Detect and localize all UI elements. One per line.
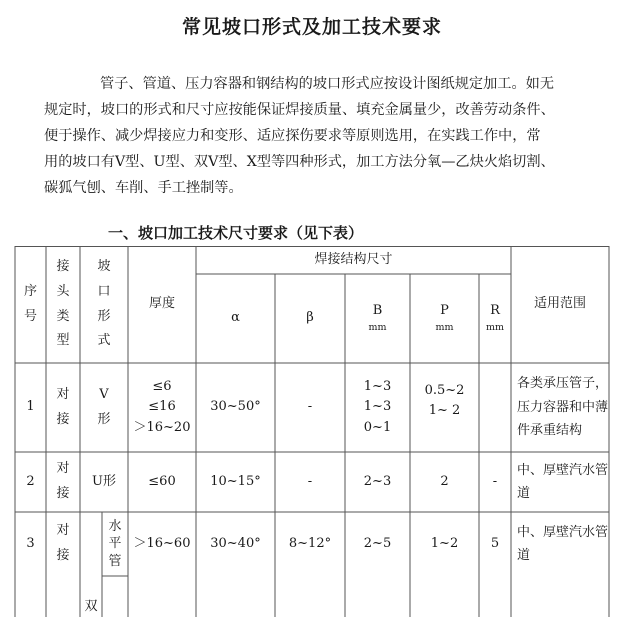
row2-joint: 对 接 bbox=[56, 461, 70, 501]
row1-thickness: ≤6 ≤16 ＞16~20 bbox=[133, 379, 191, 435]
header-p: P mm bbox=[435, 303, 454, 334]
header-alpha: α bbox=[231, 310, 240, 326]
row1-scope: 各类承压管子，压力容器和中薄件承重结构 bbox=[517, 376, 609, 439]
header-seq: 序 号 bbox=[23, 283, 37, 324]
header-r: R mm bbox=[485, 303, 505, 334]
row1-r bbox=[479, 363, 511, 452]
row3-alpha: 30~40° bbox=[210, 535, 261, 551]
row3-scope: 中、厚壁汽水管道 bbox=[517, 524, 609, 563]
header-groove-form: 坡 口 形 式 bbox=[97, 259, 111, 349]
row3-beta: 8~12° bbox=[288, 535, 332, 551]
row2-p: 2 bbox=[440, 473, 449, 489]
row3-b: 2~5 bbox=[363, 535, 392, 551]
row1-p: 0.5~2 1~ 2 bbox=[424, 383, 465, 419]
row1-b: 1~3 1~3 0~1 bbox=[363, 379, 392, 435]
intro-paragraph bbox=[44, 71, 604, 201]
header-beta: β bbox=[306, 310, 314, 326]
row3-seq: 3 bbox=[26, 535, 35, 551]
row2-r: - bbox=[492, 473, 498, 489]
row3-thickness: ＞16~60 bbox=[133, 535, 191, 551]
row3-p: 1~2 bbox=[430, 535, 459, 551]
row2-seq: 2 bbox=[26, 473, 35, 489]
row2-thickness: ≤60 bbox=[148, 473, 176, 489]
header-weld-dimensions: 焊接结构尺寸 bbox=[314, 251, 393, 267]
row3-r: 5 bbox=[490, 535, 500, 551]
document-title: 常见坡口形式及加工技术要求 bbox=[181, 16, 442, 38]
header-joint-type: 接 头 类 型 bbox=[56, 259, 70, 349]
groove-spec-table bbox=[14, 246, 610, 617]
row2-scope: 中、厚壁汽水管道 bbox=[517, 462, 609, 501]
row2-beta: - bbox=[307, 473, 313, 489]
intro-line: 用的坡口有V型、U型、双V型、X型等四种形式，加工方法分氧—乙炔火焰切割、 bbox=[44, 154, 555, 170]
header-b: B mm bbox=[368, 303, 387, 334]
row2-groove: U形 bbox=[92, 473, 116, 489]
header-thickness: 厚度 bbox=[148, 296, 175, 312]
intro-line: 碳狐气刨、车削、手工挫制等。 bbox=[44, 180, 243, 196]
row2-alpha: 10~15° bbox=[210, 473, 261, 489]
header-scope: 适用范围 bbox=[533, 296, 586, 312]
intro-line: 管子、管道、压力容器和钢结构的坡口形式应按设计图纸规定加工。如无 bbox=[100, 76, 555, 92]
row3-groove-sub: 水 平 管 bbox=[108, 518, 122, 569]
row1-seq: 1 bbox=[26, 399, 35, 415]
row3-groove-outer: 双 bbox=[84, 598, 98, 614]
section-heading: 一、坡口加工技术尺寸要求（见下表） bbox=[108, 224, 364, 242]
row1-alpha: 30~50° bbox=[210, 399, 261, 415]
row3-joint: 对 接 bbox=[56, 523, 70, 563]
intro-line: 规定时，坡口的形式和尺寸应按能保证焊接质量、填充金属量少，改善劳动条件、 bbox=[44, 102, 555, 118]
row1-groove: V 形 bbox=[97, 386, 111, 427]
row2-b: 2~3 bbox=[363, 473, 392, 489]
row1-joint: 对 接 bbox=[56, 386, 70, 427]
intro-line: 便于操作、减少焊接应力和变形、适应探伤要求等原则选用，在实践工作中，常 bbox=[44, 128, 541, 144]
row1-beta: - bbox=[307, 399, 313, 415]
